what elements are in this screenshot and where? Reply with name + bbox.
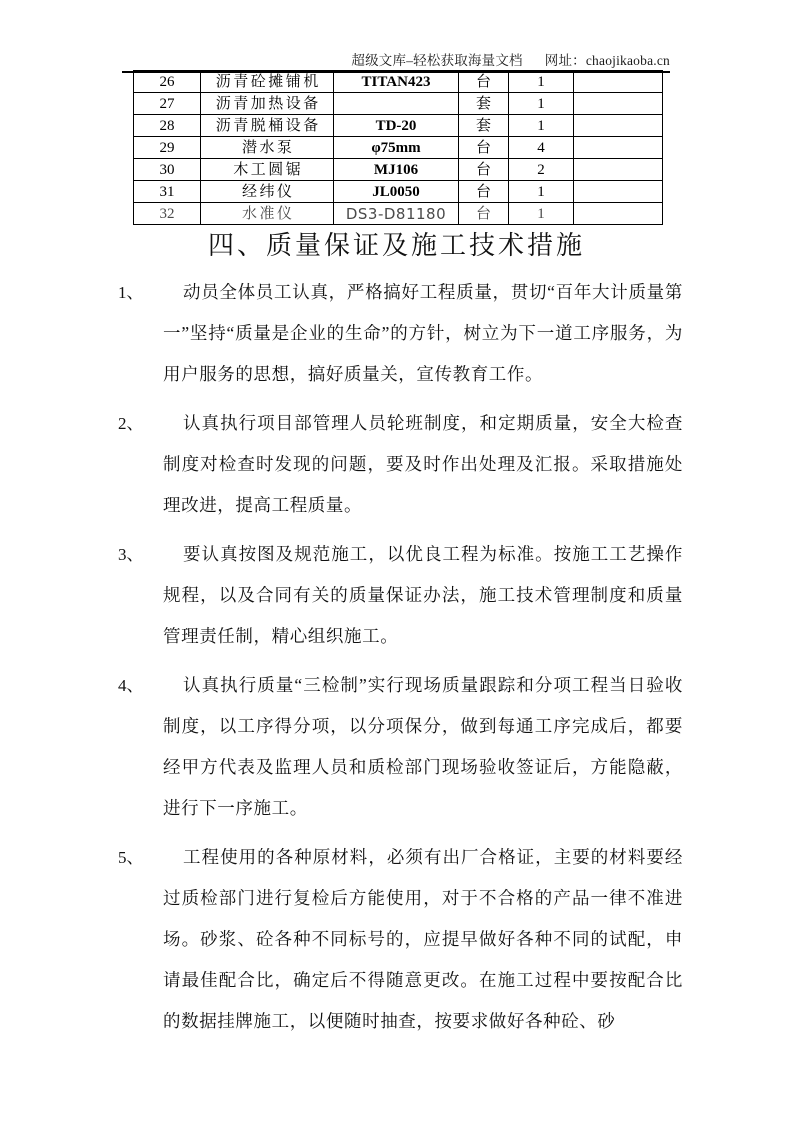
cell-no: 30 [134,159,201,181]
list-item [118,403,683,526]
cell-model: TITAN423 [334,71,459,93]
cell-model: DS3-D81180 [334,203,459,225]
cell-name: 潜水泵 [201,137,334,159]
paragraph-number: 1、 [118,283,144,302]
cell-remark [574,137,663,159]
cell-unit: 台 [459,159,509,181]
cell-qty: 1 [509,93,574,115]
table-row [134,203,663,225]
cell-name: 沥青脱桶设备 [201,115,334,137]
list-item [118,837,683,1042]
header-text-line [122,52,670,69]
cell-unit: 台 [459,71,509,93]
paragraph-text: 要认真按图及规范施工，以优良工程为标准。按施工工艺操作规程，以及合同有关的质量保证办法，施工技术管理制度和质量管理责任制，精心组织施工。 [163,544,683,646]
cell-qty: 1 [509,71,574,93]
table-row [134,71,663,93]
paragraph-text: 认真执行质量“三检制”实行现场质量跟踪和分项工程当日验收制度，以工序得分项，以分项保分，做到每通工序完成后，都要经甲方代表及监理人员和质检部门现场验收签证后，方能隐蔽，进行下一序施工。 [163,675,683,818]
cell-name: 经纬仪 [201,181,334,203]
cell-model: MJ106 [334,159,459,181]
equipment-table-container [133,70,662,225]
cell-qty: 1 [509,181,574,203]
table-row [134,115,663,137]
cell-no: 28 [134,115,201,137]
cell-remark [574,159,663,181]
header-url: chaojikaoba.cn [585,53,670,68]
cell-qty: 1 [509,115,574,137]
header-url-label: 网址： [544,53,586,68]
cell-name: 沥青砼摊铺机 [201,71,334,93]
cell-qty: 4 [509,137,574,159]
cell-no: 26 [134,71,201,93]
list-item [118,665,683,829]
cell-remark [574,181,663,203]
cell-unit: 套 [459,93,509,115]
paragraph-number: 2、 [118,414,144,433]
cell-model: JL0050 [334,181,459,203]
cell-qty: 2 [509,159,574,181]
table-row [134,181,663,203]
cell-no: 27 [134,93,201,115]
table-row [134,137,663,159]
cell-no: 31 [134,181,201,203]
cell-unit: 台 [459,181,509,203]
cell-remark [574,203,663,225]
paragraph-number: 3、 [118,545,144,564]
paragraph-text: 动员全体员工认真，严格搞好工程质量，贯切“百年大计质量第一”坚持“质量是企业的生命”的方针，树立为下一道工序服务，为用户服务的思想，搞好质量关，宣传教育工作。 [163,282,683,384]
cell-name: 水准仪 [201,203,334,225]
list-item [118,272,683,395]
header-site-name: 超级文库–轻松获取海量文档 [351,53,523,68]
cell-qty: 1 [509,203,574,225]
equipment-table [133,70,663,225]
cell-name: 木工圆锯 [201,159,334,181]
cell-model: TD-20 [334,115,459,137]
numbered-paragraph-list [118,272,683,1050]
paragraph-text: 认真执行项目部管理人员轮班制度，和定期质量，安全大检查制度对检查时发现的问题，要及时作出处理及汇报。采取措施处理改进，提高工程质量。 [163,413,683,515]
cell-model: φ75mm [334,137,459,159]
table-row [134,159,663,181]
cell-no: 29 [134,137,201,159]
cell-remark [574,115,663,137]
cell-unit: 台 [459,137,509,159]
paragraph-number: 4、 [118,676,144,695]
paragraph-number: 5、 [118,848,144,867]
cell-remark [574,93,663,115]
section-heading: 四、质量保证及施工技术措施 [207,231,585,260]
table-row [134,93,663,115]
cell-no: 32 [134,203,201,225]
cell-unit: 套 [459,115,509,137]
list-item [118,534,683,657]
cell-model [334,93,459,115]
cell-unit: 台 [459,203,509,225]
cell-name: 沥青加热设备 [201,93,334,115]
cell-remark [574,71,663,93]
paragraph-text: 工程使用的各种原材料，必须有出厂合格证，主要的材料要经过质检部门进行复检后方能使用，对于不合格的产品一律不准进场。砂浆、砼各种不同标号的，应提早做好各种不同的试配，申请最佳配合比，确定后不得随意更改。在施工过程中要按配合比的数据挂牌施工，以便随时抽查，按要求做好各种砼、砂 [163,847,683,1031]
